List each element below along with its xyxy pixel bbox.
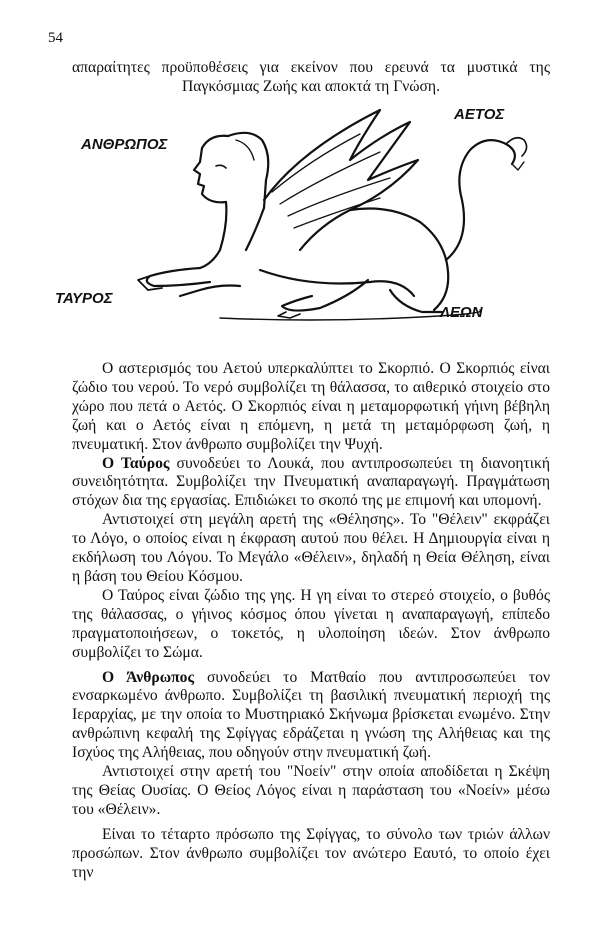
paragraph-fourth-face: Είναι το τέταρτο πρόσωπο της Σφίγγας, το σύνολο των τριών άλλων προσώπων. Στον άνθρωπο συμβολίζει τον ανώτερο Εαυτό, το οποίο έχει την (72, 825, 550, 881)
intro-paragraph (72, 59, 550, 97)
human-heading: Ο Άνθρωπος (102, 668, 195, 686)
paragraph-bull (72, 455, 550, 512)
label-lion: ΛΕΩΝ (440, 304, 483, 321)
bull-heading: Ο Ταύρος (102, 454, 170, 472)
bull-text: συνοδεύει το Λουκά, που αντιπροσωπεύει τη διανοητική συνειδητότητα. Συμβολίζει την Πνευματική αναπαραγωγή. Πραγμάτωση στόχων δια της εργασίας. Επιδιώκει το σκοπό της με επιμονή και υπομονή. (72, 454, 550, 510)
label-human: ΑΝΘΡΩΠΟΣ (81, 136, 168, 153)
paragraph-thought: Αντιστοιχεί στην αρετή του "Νοείν" στην οποία αποδίδεται η Σκέψη της Θείας Ουσίας. Ο Θείος Λόγος είναι η παράσταση του «Νοείν» μέσω του «Θέλειν». (72, 763, 550, 818)
paragraph-eagle: Ο αστερισμός του Αετού υπερκαλύπτει το Σκορπιό. Ο Σκορπιός είναι ζώδιο του νερού. Το νερό συμβολίζει τη θάλασσα, το αιθερικό στοιχείο στο χώρο που πετά ο Αετός. Ο Σκορπιός είναι η μεταμορφωτική γήινη βέβηλη ζωή και ο Αετός είναι η επόμενη, η μετά τη μεταμόρφωση ζωή, η πνευματική. Στον άνθρωπο συμβολίζει την Ψυχή. (72, 360, 550, 453)
label-eagle: ΑΕΤΟΣ (454, 106, 505, 123)
body-text (72, 360, 550, 882)
paragraph-human (72, 669, 550, 764)
intro-line-2: Παγκόσμιας Ζωής και αποκτά τη Γνώση. (182, 77, 440, 95)
paragraph-will: Αντιστοιχεί στη μεγάλη αρετή της «Θέλησης». Το "Θέλειν" εκφράζει το Λόγο, ο οποίος είναι η έκφραση αυτού που θέλει. Η Δημιουργία είναι η εκδήλωση του Λόγου. Το Μεγάλο «Θέλειν», δηλαδή η Θεία Θέληση, είναι η βάση του Θείου Κόσμου. (72, 511, 550, 585)
label-bull: ΤΑΥΡΟΣ (55, 290, 113, 307)
human-text: συνοδεύει το Ματθαίο που αντιπροσωπεύει τον ενσαρκωμένο άνθρωπο. Συμβολίζει τη βασιλική πνευματική περιοχή της Ιεραρχίας, με την οποία το Μυστηριακό Σκήνωμα βρίσκεται ενωμένο. Στην ανθρώπινη κεφαλή της Σφίγγας εδράζεται η γνώση της Αλήθειας και της Ισχύος της Αλήθειας, που οδηγούν στην πνευματική ζωή. (72, 668, 550, 762)
page-number: 54 (48, 30, 63, 46)
sphinx-figure (50, 100, 550, 350)
intro-line-1: απαραίτητες προϋποθέσεις για εκείνον που ερευνά τα μυστικά της (72, 59, 550, 76)
paragraph-earth: Ο Ταύρος είναι ζώδιο της γης. Η γη είναι το στερεό στοιχείο, ο βυθός της θάλασσας, ο γήινος κόσμος όπου γίνεται η αναπαραγωγή, επίπεδο πραγματοποιήσεων, ο τοκετός, η υλοποίηση ιδεών. Στον άνθρωπο συμβολίζει το Σώμα. (72, 586, 550, 661)
